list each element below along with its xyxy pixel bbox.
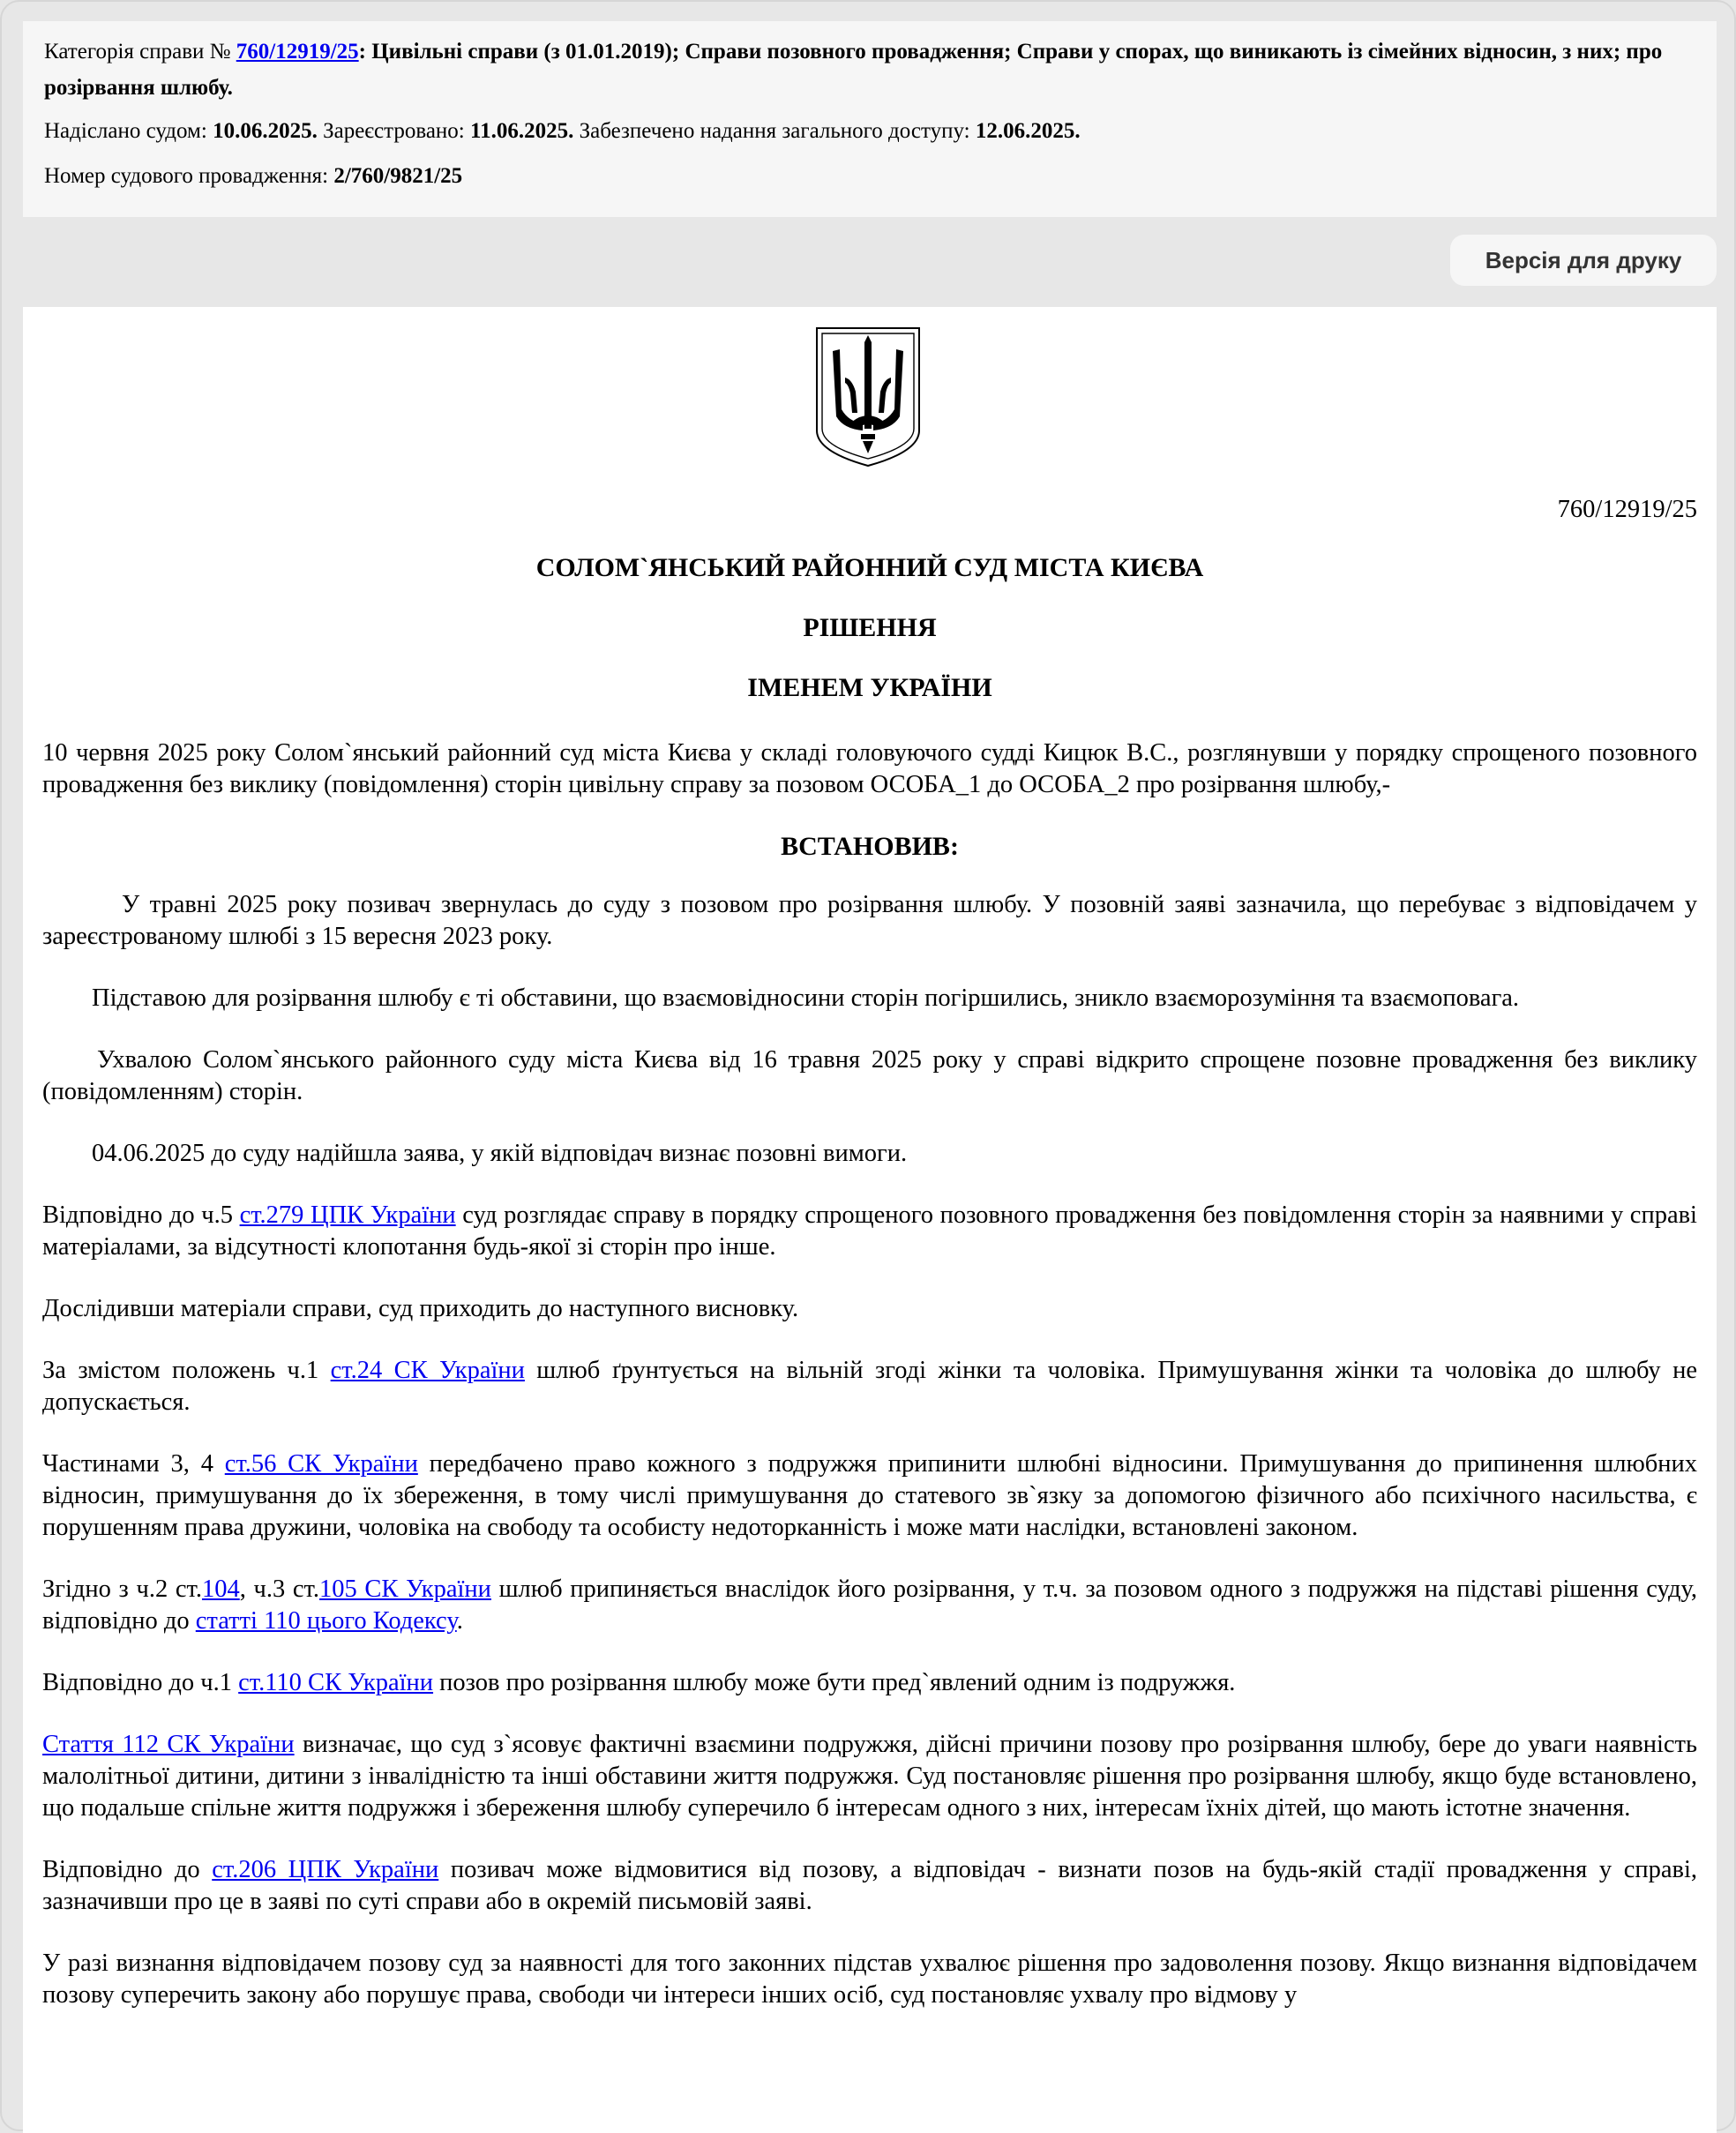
law-link[interactable]: ст.110 СК України (238, 1669, 434, 1696)
law-link[interactable]: 104 (201, 1575, 240, 1603)
registered-date: 11.06.2025. (470, 119, 574, 143)
paragraph-6: Дослідивши матеріали справи, суд приходить до наступного висновку. (42, 1295, 799, 1322)
decision-document (23, 307, 1717, 2133)
trident-emblem-icon (813, 325, 923, 469)
paragraph-1: У травні 2025 року позивач звернулась до суду з позовом про розірвання шлюбу. У позовній заяві зазначила, що перебуває з відповідачем у зареєстрованому шлюбі з 15 вересня 2023 року. (42, 891, 1697, 950)
decision-title: РІШЕННЯ (803, 613, 937, 642)
law-link[interactable]: 105 СК України (318, 1575, 491, 1603)
intro-paragraph: 10 червня 2025 року Солом`янський районний суд міста Києва у складі головуючого судді Кицюк В.С., розглянувши у порядку спрощеного позовного провадження без виклику (повідомлення) сторін цивільну справу за позовом ОСОБА_1 до ОСОБА_2 про розірвання шлюбу,- (42, 739, 1697, 798)
registered-label: Зареєстровано: (317, 119, 470, 143)
paragraph-7: За змістом положень ч.1 ст.24 СК України шлюб ґрунтується на вільній згоді жінки та чоловіка. Примушування жінки та чоловіка до шлюбу не допускається. (42, 1357, 1697, 1416)
in-the-name-title: ІМЕНЕМ УКРАЇНИ (747, 673, 992, 702)
paragraph-8: Частинами 3, 4 ст.56 СК України передбачено право кожного з подружжя припинити шлюбні відносини. Примушування до припинення шлюбних відносин, примушування до їх збереження, в тому числі примушування до статевого зв`язку за допомогою фізичного або психічного насильства, є порушенням права дружини, чоловіка на свободу та особисту недоторканність і може мати наслідки, встановлені законом. (42, 1450, 1697, 1541)
document-case-number: 760/12919/25 (1557, 496, 1697, 523)
case-dates (44, 113, 1695, 149)
proceeding-label: Номер судового провадження: (44, 164, 334, 188)
case-category (44, 34, 1695, 106)
sent-label: Надіслано судом: (44, 119, 213, 143)
law-link[interactable]: ст.56 СК України (224, 1450, 418, 1478)
sent-date: 10.06.2025. (213, 119, 318, 143)
proceeding-number (44, 158, 1695, 194)
paragraph-13: У разі визнання відповідачем позову суд за наявності для того законних підстав ухвалює рішення про задоволення позову. Якщо визнання відповідачем позову суперечить закону або порушує права, свободи чи інтереси інших осіб, суд постановляє ухвалу про відмову у (42, 1950, 1697, 2009)
law-link[interactable]: Стаття 112 СК України (42, 1731, 295, 1758)
access-date: 12.06.2025. (975, 119, 1081, 143)
proceeding-value: 2/760/9821/25 (333, 164, 463, 188)
print-version-button[interactable]: Версія для друку (1450, 235, 1717, 286)
paragraph-11: Стаття 112 СК України визначає, що суд з`ясовує фактичні взаємини подружжя, дійсні причини позову про розірвання шлюбу, бере до уваги наявність малолітньої дитини, дитини з інвалідністю та інші обставини життя подружжя. Суд постановляє рішення про розірвання шлюбу, якщо буде встановлено, що подальше спільне життя подружжя і збереження шлюбу суперечило б інтересам одного з них, інтересам їхніх дітей, що мають істотне значення. (42, 1731, 1697, 1822)
law-link[interactable]: ст.279 ЦПК України (239, 1201, 456, 1229)
category-prefix: Категорія справи № (44, 40, 236, 64)
case-info-header (23, 21, 1717, 217)
case-number-link[interactable]: 760/12919/25 (236, 40, 359, 64)
law-link[interactable]: ст.206 ЦПК України (212, 1856, 439, 1883)
paragraph-2: Підставою для розірвання шлюбу є ті обставини, що взаємовідносини сторін погіршились, зникло взаєморозуміння та взаємоповага. (92, 984, 1520, 1012)
paragraph-3: Ухвалою Солом`янського районного суду міста Києва від 16 травня 2025 року у справі відкрито спрощене позовне провадження без виклику (повідомленням) сторін. (42, 1046, 1697, 1105)
law-link[interactable]: статті 110 цього Кодексу (195, 1607, 457, 1635)
category-text: : Цивільні справи (з 01.01.2019); Справи позовного провадження; Справи у спорах, що виникають із сімейних відносин, з них; про розірвання шлюбу. (44, 40, 1663, 100)
paragraph-9: Згідно з ч.2 ст.104, ч.3 ст.105 СК України шлюб припиняється внаслідок його розірвання, у т.ч. за позовом одного з подружжя на підставі рішення суду, відповідно до статті 110 цього Кодексу. (42, 1575, 1697, 1635)
paragraph-10: Відповідно до ч.1 ст.110 СК України позов про розірвання шлюбу може бути пред`явлений одним із подружжя. (42, 1669, 1236, 1696)
access-label: Забезпечено надання загального доступу: (573, 119, 976, 143)
decision-body (42, 737, 1697, 2041)
paragraph-5: Відповідно до ч.5 ст.279 ЦПК України суд розглядає справу в порядку спрощеного позовного провадження без повідомлення сторін за наявними у справі матеріалами, за відсутності клопотання будь-якої зі сторін про інше. (42, 1201, 1697, 1261)
established-heading: ВСТАНОВИВ: (781, 832, 959, 861)
law-link[interactable]: ст.24 СК України (330, 1357, 525, 1384)
court-name: СОЛОМ`ЯНСЬКИЙ РАЙОННИЙ СУД МІСТА КИЄВА (535, 553, 1204, 582)
paragraph-4: 04.06.2025 до суду надійшла заява, у якій відповідач визнає позовні вимоги. (92, 1140, 908, 1167)
paragraph-12: Відповідно до ст.206 ЦПК України позивач може відмовитися від позову, а відповідач - визнати позов на будь-якій стадії провадження у справі, зазначивши про це в заяві по суті справи або в окремій письмовій заяві. (42, 1856, 1697, 1915)
